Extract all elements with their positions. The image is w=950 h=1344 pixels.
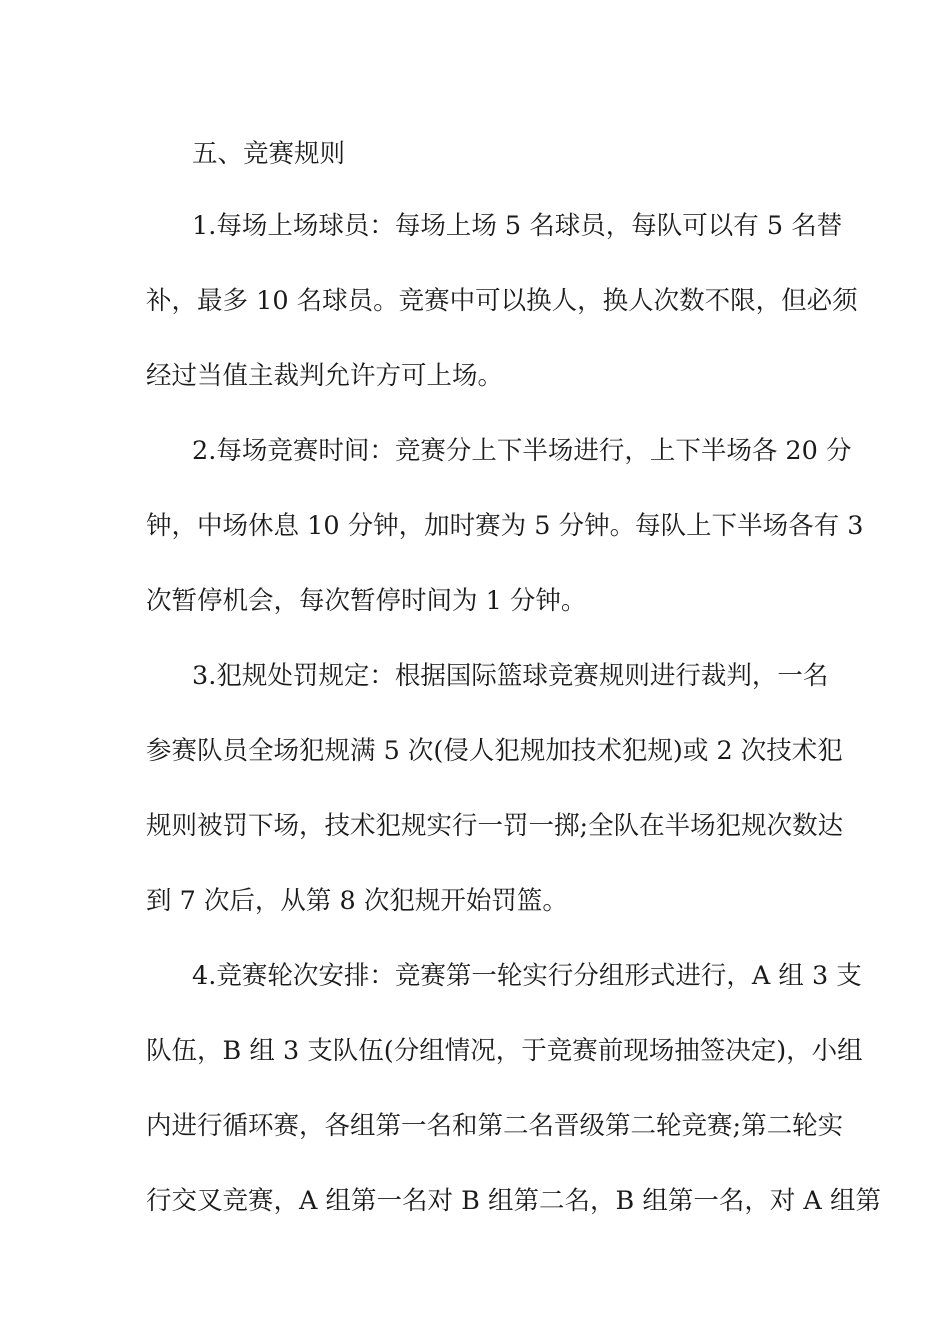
paragraph-2-line-2: 钟，中场休息 10 分钟，加时赛为 5 分钟。每队上下半场各有 3: [146, 511, 864, 541]
paragraph-4-line-3: 内进行循环赛，各组第一名和第二名晋级第二轮竞赛;第二轮实: [146, 1111, 844, 1141]
paragraph-3-line-3: 规则被罚下场，技术犯规实行一罚一掷;全队在半场犯规次数达: [146, 811, 844, 841]
paragraph-1-line-1: 1.每场上场球员：每场上场 5 名球员，每队可以有 5 名替: [192, 211, 843, 241]
paragraph-3-line-2: 参赛队员全场犯规满 5 次(侵人犯规加技术犯规)或 2 次技术犯: [146, 736, 843, 766]
paragraph-4-line-2: 队伍，B 组 3 支队伍(分组情况，于竞赛前现场抽签决定)，小组: [146, 1036, 863, 1066]
section-heading: 五、竞赛规则: [192, 139, 346, 169]
paragraph-2-line-3: 次暂停机会，每次暂停时间为 1 分钟。: [146, 586, 587, 616]
paragraph-4-line-4: 行交叉竞赛，A 组第一名对 B 组第二名，B 组第一名，对 A 组第: [146, 1186, 881, 1216]
paragraph-1-line-2: 补，最多 10 名球员。竞赛中可以换人，换人次数不限，但必须: [146, 286, 858, 316]
paragraph-3-line-1: 3.犯规处罚规定：根据国际篮球竞赛规则进行裁判，一名: [192, 661, 829, 691]
paragraph-4-line-1: 4.竞赛轮次安排：竞赛第一轮实行分组形式进行，A 组 3 支: [192, 961, 862, 991]
paragraph-2-line-1: 2.每场竞赛时间：竞赛分上下半场进行，上下半场各 20 分: [192, 436, 852, 466]
paragraph-3-line-4: 到 7 次后，从第 8 次犯规开始罚篮。: [146, 886, 568, 916]
paragraph-1-line-3: 经过当值主裁判允许方可上场。: [146, 361, 504, 391]
